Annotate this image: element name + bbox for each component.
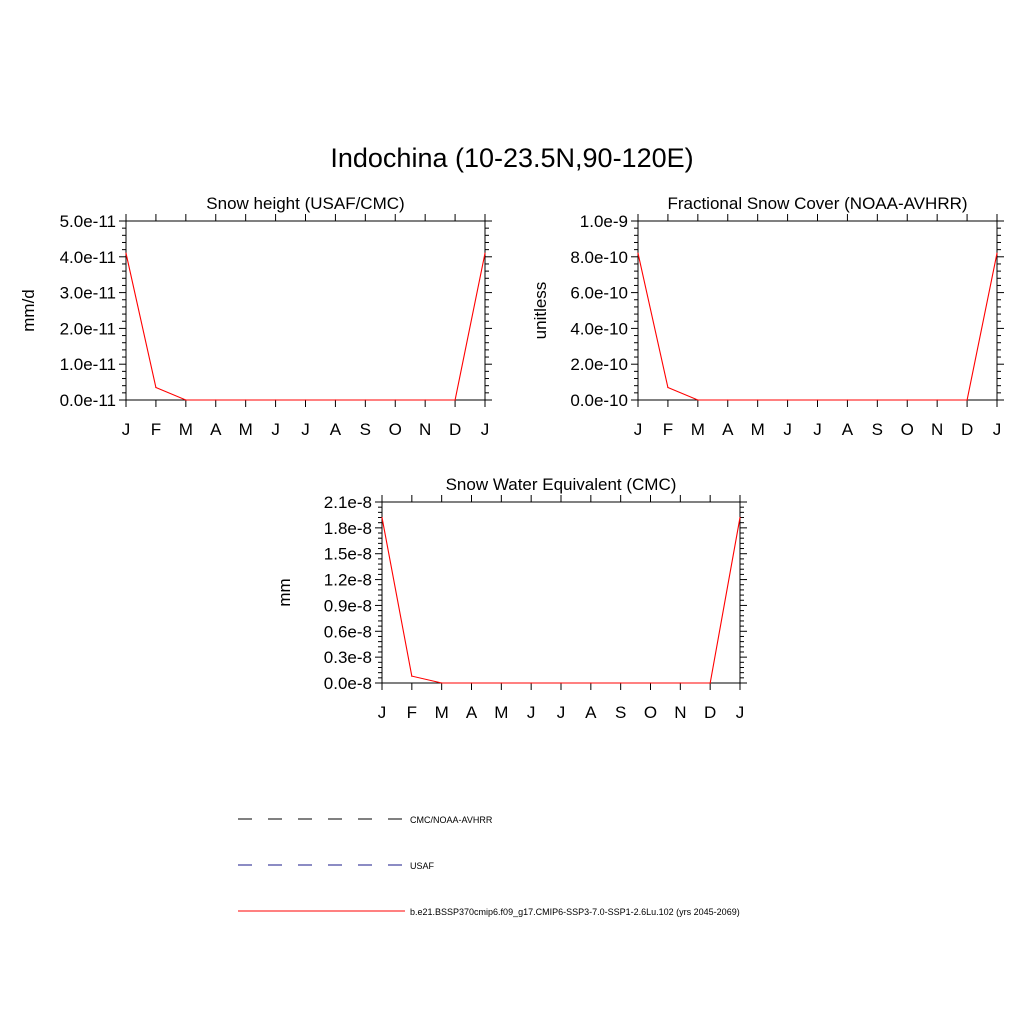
y-tick-label: 4.0e-11 (59, 247, 116, 267)
x-tick-label: J (813, 420, 822, 439)
data-point (245, 399, 246, 400)
x-tick-label: D (960, 420, 974, 439)
y-tick-label: 2.0e-11 (59, 319, 116, 339)
x-tick-label: N (674, 703, 687, 722)
x-tick-label: J (735, 703, 745, 722)
y-axis-label: mm (275, 578, 294, 607)
x-tick-label: M (690, 420, 705, 439)
y-tick-label: 2.0e-10 (570, 355, 628, 375)
data-point (710, 682, 711, 683)
x-tick-label: A (722, 420, 734, 439)
data-point (531, 682, 532, 683)
chart-title: Fractional Snow Cover (NOAA-AVHRR) (667, 194, 968, 213)
y-tick-label: 1.2e-8 (323, 570, 372, 590)
chart-title: Snow height (USAF/CMC) (206, 194, 405, 213)
legend-label: b.e21.BSSP370cmip6.f09_g17.CMIP6-SSP3-7.0-SSP1-2.6Lu.102 (yrs 2045-2069) (410, 907, 740, 917)
data-point (381, 517, 382, 518)
data-point (395, 399, 396, 400)
x-tick-label: A (465, 703, 478, 722)
x-tick-label: F (150, 420, 162, 439)
y-tick-label: 6.0e-10 (570, 283, 628, 303)
y-axis-label: unitless (531, 281, 550, 340)
legend-label: USAF (410, 861, 435, 871)
x-tick-label: J (480, 420, 490, 439)
y-tick-label: 1.0e-9 (579, 212, 628, 231)
data-point (847, 399, 848, 400)
series-line (382, 518, 740, 684)
x-tick-label: A (329, 420, 342, 439)
data-point (275, 399, 276, 400)
data-point (739, 517, 740, 518)
data-point (907, 399, 908, 400)
x-tick-label: M (238, 420, 253, 439)
data-point (787, 399, 788, 400)
x-tick-label: N (931, 420, 944, 439)
x-tick-label: O (388, 420, 402, 439)
plot-frame (638, 221, 997, 400)
y-tick-label: 0.9e-8 (323, 596, 372, 616)
x-tick-label: M (434, 703, 449, 722)
data-point (727, 399, 728, 400)
y-tick-label: 3.0e-11 (59, 283, 116, 303)
y-tick-label: 0.0e-11 (59, 391, 116, 410)
data-point (620, 682, 621, 683)
data-point (590, 682, 591, 683)
data-point (937, 399, 938, 400)
y-tick-label: 0.3e-8 (323, 648, 372, 668)
data-point (125, 253, 126, 254)
y-tick-label: 0.0e-8 (323, 674, 372, 693)
y-tick-label: 0.6e-8 (323, 622, 372, 642)
legend (238, 815, 740, 917)
data-point (966, 399, 967, 400)
data-point (996, 253, 997, 254)
x-tick-label: J (783, 420, 792, 439)
x-tick-label: J (121, 420, 131, 439)
y-tick-label: 5.0e-11 (59, 212, 116, 231)
plot-frame (382, 502, 740, 683)
data-point (637, 253, 638, 254)
x-tick-label: O (643, 703, 658, 722)
data-point (650, 682, 651, 683)
data-point (667, 387, 668, 388)
x-tick-label: D (704, 703, 717, 722)
x-tick-label: S (359, 420, 372, 439)
data-point (441, 682, 442, 683)
series-line (638, 253, 997, 400)
figure-title: Indochina (10-23.5N,90-120E) (330, 143, 694, 173)
chart-panel-2 (531, 194, 1004, 439)
y-tick-label: 1.5e-8 (323, 544, 372, 564)
data-point (411, 676, 412, 677)
x-tick-label: F (406, 703, 418, 722)
x-tick-label: N (419, 420, 432, 439)
data-point (425, 399, 426, 400)
data-point (877, 399, 878, 400)
y-tick-label: 0.0e-10 (570, 391, 628, 410)
data-point (185, 399, 186, 400)
data-point (305, 399, 306, 400)
y-tick-label: 1.8e-8 (323, 518, 372, 538)
x-tick-label: J (377, 703, 387, 722)
data-point (155, 387, 156, 388)
data-point (365, 399, 366, 400)
data-point (817, 399, 818, 400)
x-tick-label: J (992, 420, 1002, 439)
legend-label: CMC/NOAA-AVHRR (410, 815, 493, 825)
y-tick-label: 8.0e-10 (570, 247, 628, 267)
x-tick-label: M (750, 420, 765, 439)
series-line (126, 253, 485, 400)
x-tick-label: J (301, 420, 310, 439)
y-tick-label: 1.0e-11 (59, 355, 116, 375)
data-point (757, 399, 758, 400)
data-point (454, 399, 455, 400)
data-point (501, 682, 502, 683)
chart-panel-3 (275, 475, 747, 722)
data-point (697, 399, 698, 400)
x-tick-label: A (585, 703, 597, 722)
x-tick-label: F (662, 420, 674, 439)
y-tick-label: 2.1e-8 (323, 493, 372, 512)
x-tick-label: J (633, 420, 643, 439)
data-point (335, 399, 336, 400)
data-point (471, 682, 472, 683)
x-tick-label: D (448, 420, 462, 439)
data-point (484, 253, 485, 254)
x-tick-label: S (614, 703, 627, 722)
x-tick-label: J (556, 703, 566, 722)
data-point (215, 399, 216, 400)
chart-panel-1 (19, 194, 492, 439)
x-tick-label: J (526, 703, 536, 722)
chart-title: Snow Water Equivalent (CMC) (445, 475, 677, 494)
y-tick-label: 4.0e-10 (570, 319, 628, 339)
data-point (680, 682, 681, 683)
x-tick-label: A (210, 420, 222, 439)
data-point (560, 682, 561, 683)
x-tick-label: M (178, 420, 193, 439)
x-tick-label: S (871, 420, 884, 439)
x-tick-label: A (841, 420, 854, 439)
plot-frame (126, 221, 485, 400)
x-tick-label: O (900, 420, 914, 439)
y-axis-label: mm/d (19, 289, 38, 332)
x-tick-label: M (494, 703, 509, 722)
x-tick-label: J (271, 420, 280, 439)
